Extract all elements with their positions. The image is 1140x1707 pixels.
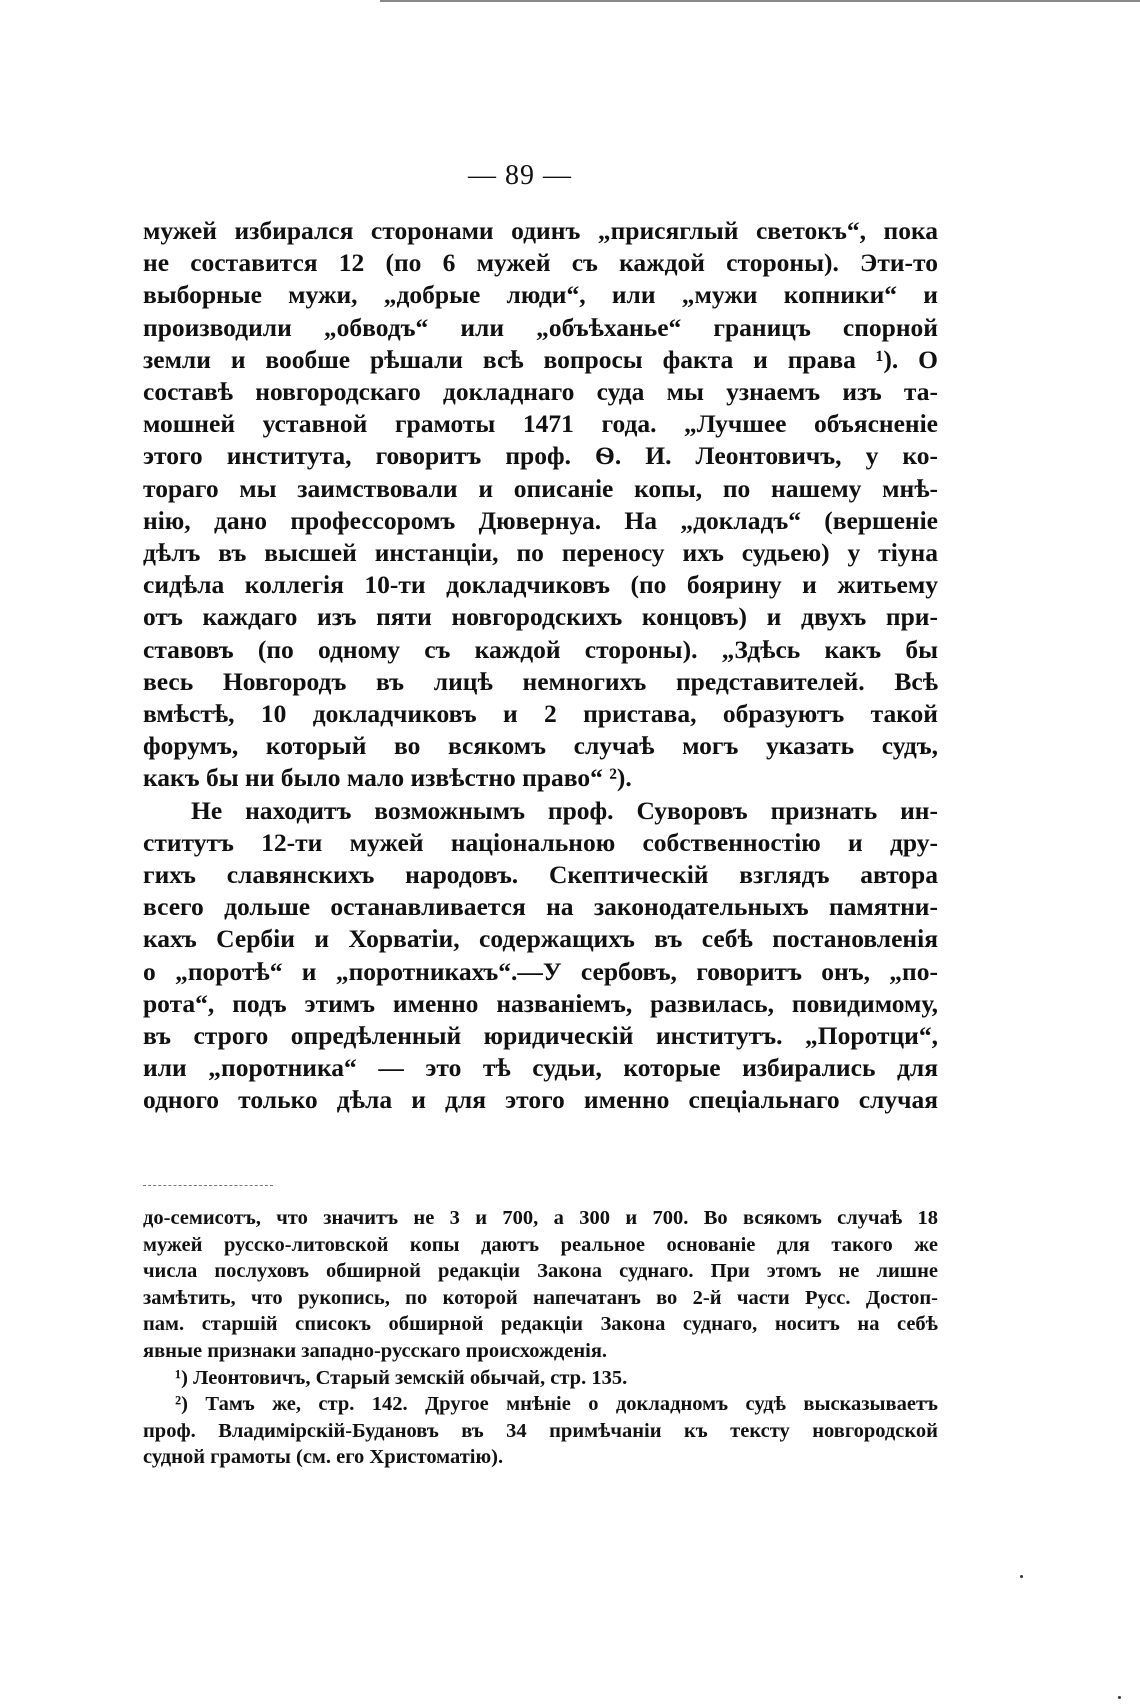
footnote-2-line: проф. Владимірскій-Будановъ въ 34 примѣчаніи къ тексту новгородской	[143, 1419, 938, 1442]
text-line: выборные мужи, „добрые люди“, или „мужи копники“ и	[143, 280, 938, 310]
text-line: тораго мы заимствовали и описаніе копы, по нашему мнѣ-	[143, 473, 938, 503]
footnote-line: до-семисотъ, что значитъ не 3 и 700, а 300 и 700. Во всякомъ случаѣ 18	[143, 1207, 938, 1229]
text-line: всего дольше останавливается на законодательныхъ памятни-	[143, 892, 938, 922]
text-line: форумъ, который во всякомъ случаѣ могъ указать судъ,	[143, 731, 938, 761]
text-line: весь Новгородъ въ лицѣ немногихъ представителей. Всѣ	[143, 666, 938, 696]
footnote-line: явные признаки западно-русскаго происхожденія.	[143, 1339, 608, 1362]
page-number: — 89 —	[468, 160, 572, 191]
main-text	[143, 215, 938, 1117]
text-line: въ строго опредѣленный юридическій институтъ. „Поротци“,	[143, 1021, 938, 1051]
text-line: нію, дано профессоромъ Дювернуа. На „докладъ“ (вершеніе	[143, 505, 938, 535]
footnote-2-line: судной грамоты (см. его Христоматію).	[143, 1446, 504, 1469]
text-line: земли и вообше рѣшали всѣ вопросы факта и права ¹). О	[143, 344, 938, 374]
top-edge-rule	[380, 0, 1140, 2]
footnote-line: пам. старшій списокъ обширной редакціи Закона суднаго, носитъ на себѣ	[143, 1313, 938, 1336]
text-line: не составится 12 (по 6 мужей съ каждой стороны). Эти-то	[143, 248, 938, 278]
text-line: отъ каждаго изъ пяти новгородскихъ концовъ) и двухъ при-	[143, 602, 938, 632]
text-line: одного только дѣла и для этого именно спеціальнаго случая	[143, 1085, 938, 1115]
text-line: ститутъ 12-ти мужей національною собственностію и дру-	[143, 827, 938, 857]
text-line: гихъ славянскихъ народовъ. Скептическій взглядъ автора	[143, 860, 938, 890]
text-line: этого института, говоритъ проф. Ѳ. И. Леонтовичъ, у ко-	[143, 441, 938, 471]
footnote-line: замѣтить, что рукопись, по которой напечатанъ во 2-й части Русс. Достоп-	[143, 1286, 938, 1309]
footnote-line: числа послуховъ обширной редакціи Закона суднаго. При этомъ не лишне	[143, 1260, 938, 1283]
text-line: мужей избирался сторонами одинъ „присяглый светокъ“, пока	[143, 216, 938, 245]
text-line: составѣ новгородскаго докладнаго суда мы узнаемъ изъ та-	[143, 377, 938, 407]
text-line: дѣлъ въ высшей инстанціи, по переносу ихъ судьею) у тіуна	[143, 538, 938, 568]
text-line: вмѣстѣ, 10 докладчиковъ и 2 пристава, образуютъ такой	[143, 699, 938, 729]
text-line: производили „обводъ“ или „объѣханье“ границъ спорной	[143, 312, 938, 342]
footnote-line: мужей русско-литовской копы даютъ реальное основаніе для такого же	[143, 1233, 938, 1256]
footnotes	[143, 1205, 938, 1471]
text-line: ставовъ (по одному съ каждой стороны). „Здѣсь какъ бы	[143, 634, 938, 664]
scan-speck	[1020, 1575, 1023, 1578]
footnote-1: ¹) Леонтовичъ, Старый земскій обычай, стр. 135.	[175, 1366, 628, 1389]
text-line: рота“, подъ этимъ именно названіемъ, развилась, повидимому,	[143, 988, 938, 1018]
text-line: мошней уставной грамоты 1471 года. „Лучшее объясненіе	[143, 409, 938, 439]
footnote-separator	[143, 1185, 273, 1187]
scan-speck	[1118, 1696, 1121, 1699]
text-line: Не находитъ возможнымъ проф. Суворовъ признать ин-	[191, 795, 938, 825]
text-line: сидѣла коллегія 10-ти докладчиковъ (по боярину и житьему	[143, 570, 938, 600]
text-line: кахъ Сербіи и Хорватіи, содержащихъ въ себѣ постановленія	[143, 924, 938, 954]
text-line: какъ бы ни было мало извѣстно право“ ²).	[143, 763, 632, 793]
footnote-2-line: ²) Тамъ же, стр. 142. Другое мнѣніе о докладномъ судѣ высказываетъ	[175, 1393, 938, 1416]
text-line: о „поротѣ“ и „поротникахъ“.—У сербовъ, говоритъ онъ, „по-	[143, 956, 938, 986]
text-line: или „поротника“ — это тѣ судьи, которые избирались для	[143, 1053, 938, 1083]
